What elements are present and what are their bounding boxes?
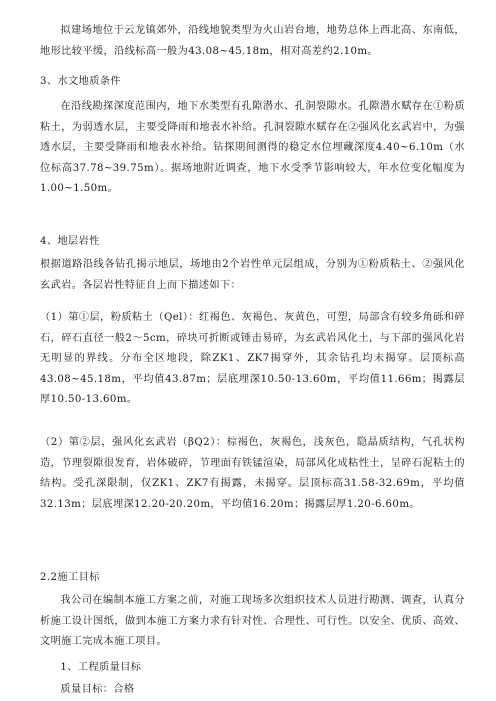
goal-heading-block — [40, 568, 465, 589]
site-location-text: 拟建场地位于云龙镇郊外，沿线地貌类型为火山岩台地，地势总体上西北高、东南低，地形比较平缓，沿线标高一般为43.08~45.18m，相对高差约2.10m。 — [40, 25, 465, 57]
site-paragraph — [40, 21, 465, 62]
groundwater-text: 在沿线勘探深度范围内，地下水类型有孔隙潜水、孔洞裂隙水。孔隙潜水赋存在①粉质粘土，为弱透水层，主要受降雨和地表水补给。孔洞裂隙水赋存在②强风化玄武岩中，为强透水层，主要受降雨和地表水补给。钻探期间测得的稳定水位埋藏深度4.40~6.10m（水位标高37.78~39.75m）。据场地附近调查，地下水受季节影响较大，年水位变化幅度为1.00~1.50m。 — [40, 101, 465, 195]
goal-paragraph — [40, 591, 465, 653]
layer1-paragraph — [40, 308, 465, 411]
hydrology-paragraph — [40, 97, 465, 200]
construction-goal-heading: 2.2施工目标 — [40, 572, 100, 583]
strata-heading-block — [40, 232, 465, 253]
quality-target-heading: 1、工程质量目标 — [60, 662, 142, 673]
strata-heading: 4、地层岩性 — [40, 236, 100, 247]
strata-intro-text: 根据道路沿线各钻孔揭示地层，场地由2个岩性单元层组成，分别为①粉质粘土、②强风化玄武岩。各层岩性特征自上而下描述如下： — [40, 259, 465, 291]
layer1-text: （1）第①层，粉质粘土（Qel）：红褐色、灰褐色、灰黄色，可塑，局部含有较多角砾和碎石，碎石直径一般2～5cm，碎块可折断或锤击易碎，为玄武岩风化土，与下部的强风化岩无明显的界线。分布全区地段，除ZK1、ZK7揭穿外，其余钻孔均未揭穿。层顶标高43.08~45.18m，平均值43.87m；层底埋深10.50-13.60m，平均值11.66m；揭露层厚10.50-13.60m。 — [40, 312, 465, 406]
layer2-text: （2）第②层，强风化玄武岩（βQ2）：棕褐色，灰褐色，浅灰色，隐晶质结构，气孔状构造，节理裂隙很发育，岩体破碎，节理面有铁锰渲染，局部风化成粘性土，呈碎石泥粘土的结构。受孔深限制，仅ZK1、ZK7有揭露，未揭穿。层顶标高31.58-32.69m，平均值32.13m；层底埋深12.20-20.20m，平均值16.20m；揭露层厚1.20-6.60m。 — [40, 437, 465, 510]
quality-target-line: 质量目标：合格 — [60, 684, 135, 695]
hydrology-heading: 3、水文地质条件 — [40, 76, 121, 87]
quality-line-block — [40, 680, 465, 701]
quality-heading-block — [40, 658, 465, 679]
layer2-paragraph — [40, 433, 465, 515]
hydrology-heading-block — [40, 72, 465, 93]
strata-intro — [40, 255, 465, 296]
construction-goal-text: 我公司在编制本施工方案之前，对施工现场多次组织技术人员进行勘测、调查，认真分析施工设计图纸，做到本施工方案力求有针对性、合理性、可行性。以安全、优质、高效、文明施工完成本施工项目。 — [40, 595, 465, 648]
